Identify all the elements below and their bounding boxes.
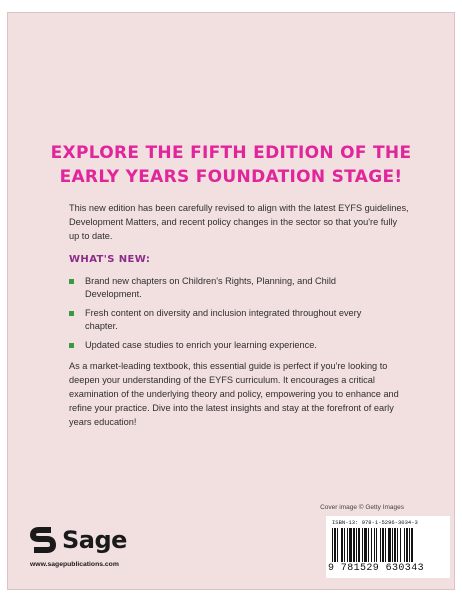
list-item bbox=[69, 339, 389, 352]
bullet-icon bbox=[69, 311, 74, 316]
intro-paragraph: This new edition has been carefully revised to align with the latest EYFS guidelines, Development Matters, and recent policy changes in the sector so that you're fully up to date. bbox=[69, 203, 409, 241]
description-paragraph: As a market-leading textbook, this essential guide is perfect if you're looking to deepen your understanding of the EYFS curriculum. It encourages a critical examination of the underlying theory and policy, empowering you to enhance and refine your practice. Dive into the latest insights and stay at the forefront of early years education! bbox=[69, 361, 399, 427]
barcode-digits: 9 781529 630343 bbox=[328, 563, 425, 574]
list-item bbox=[69, 307, 389, 333]
publisher-url: www.sagepublications.com bbox=[30, 561, 119, 568]
headline-line-1: EXPLORE THE FIFTH EDITION OF THE bbox=[50, 143, 412, 163]
whats-new-list bbox=[69, 275, 389, 358]
headline-line-2: EARLY YEARS FOUNDATION STAGE! bbox=[59, 167, 403, 187]
whats-new-heading: WHAT'S NEW: bbox=[69, 254, 151, 265]
sage-s-icon bbox=[30, 525, 56, 555]
barcode bbox=[326, 516, 450, 578]
list-item bbox=[69, 275, 389, 301]
cover-image-credit: Cover image © Getty Images bbox=[320, 504, 404, 511]
headline bbox=[8, 141, 454, 189]
publisher-logo bbox=[30, 525, 127, 555]
back-cover bbox=[7, 12, 455, 590]
barcode-bars-icon bbox=[332, 528, 444, 562]
bullet-icon bbox=[69, 343, 74, 348]
publisher-logo-word: Sage bbox=[62, 526, 127, 554]
isbn-text: ISBN-13: 978-1-5296-3034-3 bbox=[332, 519, 418, 526]
list-item-text: Fresh content on diversity and inclusion integrated throughout every chapter. bbox=[85, 308, 362, 331]
list-item-text: Updated case studies to enrich your learning experience. bbox=[85, 340, 317, 350]
list-item-text: Brand new chapters on Children's Rights, Planning, and Child Development. bbox=[85, 276, 336, 299]
bullet-icon bbox=[69, 279, 74, 284]
